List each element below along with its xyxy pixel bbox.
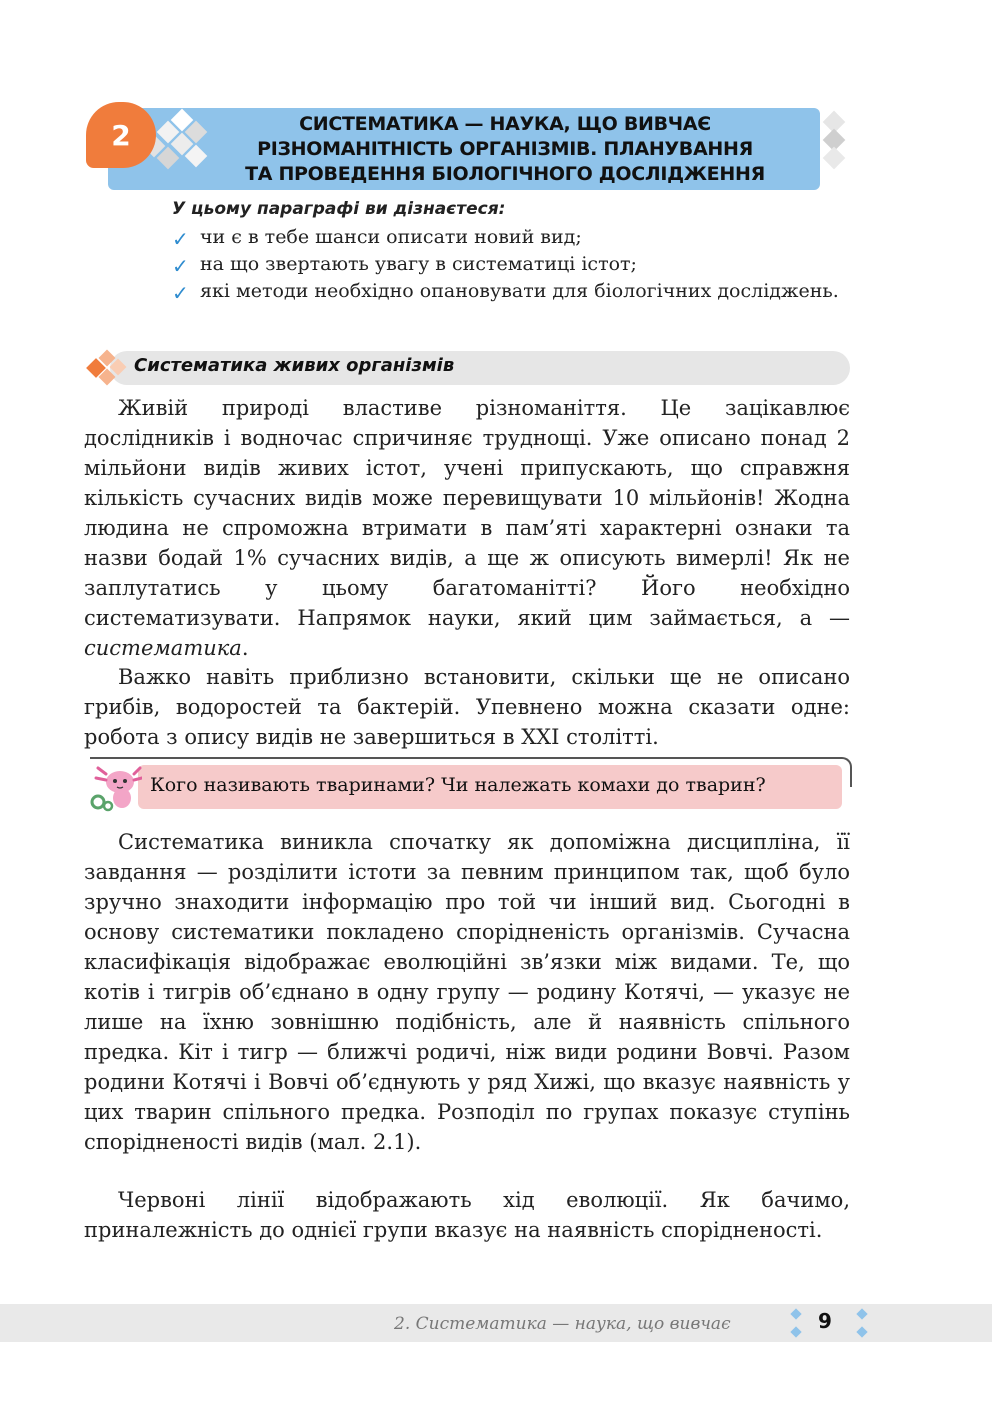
paragraph-text-end: . [241,636,249,660]
emphasis-term: систематика [84,636,242,660]
list-item-text: на що звертають увагу в систематиці істот; [200,253,637,275]
list-item [172,251,852,278]
footer-diamond-left-icon [790,1308,804,1342]
question-text: Кого називають тваринами? Чи належать комахи до тварин? [150,774,766,796]
section-diamond-icon [86,352,126,386]
footer-diamond-right-icon [856,1308,870,1342]
body-paragraph: Систематика виникла спочатку як допоміжна дисципліна, її завдання — розділити істоти за певним принципом так, щоб було зручно знаходити інформацію про той чи інший вид. Сьогодні в основу систематики покладено спорідненість організмів. Сучасна класифікація відображає еволюційні зв’язки між видами. Те, що котів і тигрів об’єднано в одну групу — родину Котячі, — указує не лише на їхню зовнішню подібність, але й наявність спільного предка. Кіт і тигр — ближчі родичі, ніж види родини Вовчі. Разом родини Котячі і Вовчі об’єднують у ряд Хижі, що вказує наявність у цих тварин спільного предка. Розподіл по групах показує ступінь спорідненості видів (мал. 2.1). [84,830,850,1154]
chapter-number-badge: 2 [86,102,156,168]
axolotl-mascot-icon [86,762,142,812]
body-paragraph [84,393,850,663]
list-item-text: які методи необхідно опановувати для біологічних досліджень. [200,280,839,302]
footer-running-title: 2. Систематика — наука, що вивчає [394,1314,731,1334]
chapter-title-line: СИСТЕМАТИКА — НАУКА, ЩО ВИВЧАЄ [299,113,711,135]
chapter-title [200,112,810,187]
right-diamond-pattern-icon [820,112,854,168]
body-paragraph: Червоні лінії відображають хід еволюції. Як бачимо, приналежність до однієї групи вказує на наявність спорідненості. [84,1188,850,1242]
page-number: 9 [818,1309,832,1333]
chapter-title-line: РІЗНОМАНІТНІСТЬ ОРГАНІЗМІВ. ПЛАНУВАННЯ [257,138,753,160]
body-paragraph: Важко навіть приблизно встановити, скільки ще не описано грибів, водоростей та бактерій. Упевнено можна сказати одне: робота з опису видів не завершиться в XXI столітті. [84,665,850,749]
chapter-title-line: ТА ПРОВЕДЕННЯ БІОЛОГІЧНОГО ДОСЛІДЖЕННЯ [245,163,765,185]
list-item [172,278,852,305]
check-icon: ✓ [172,254,189,278]
learn-list [172,224,852,305]
check-icon: ✓ [172,227,189,251]
learn-heading: У цьому параграфі ви дізнаєтеся: [172,199,506,219]
check-icon: ✓ [172,281,189,305]
paragraph-text: Живій природі властиве різноманіття. Це зацікавлює дослідників і водночас спричиняє труднощі. Уже описано понад 2 мільйони видів живих істот, учені припускають, що справжня кількість сучасних видів може перевищувати 10 мільйонів! Жодна людина не спроможна втримати в пам’яті характерні ознаки та назви бодай 1% сучасних видів, а ще ж описують вимерлі! Як не заплутатись у цьому багатоманітті? Його необхідно систематизувати. Напрямок науки, який цим займається, а — [84,396,850,630]
list-item-text: чи є в тебе шанси описати новий вид; [200,226,582,248]
section-title: Систематика живих організмів [134,355,455,376]
list-item [172,224,852,251]
